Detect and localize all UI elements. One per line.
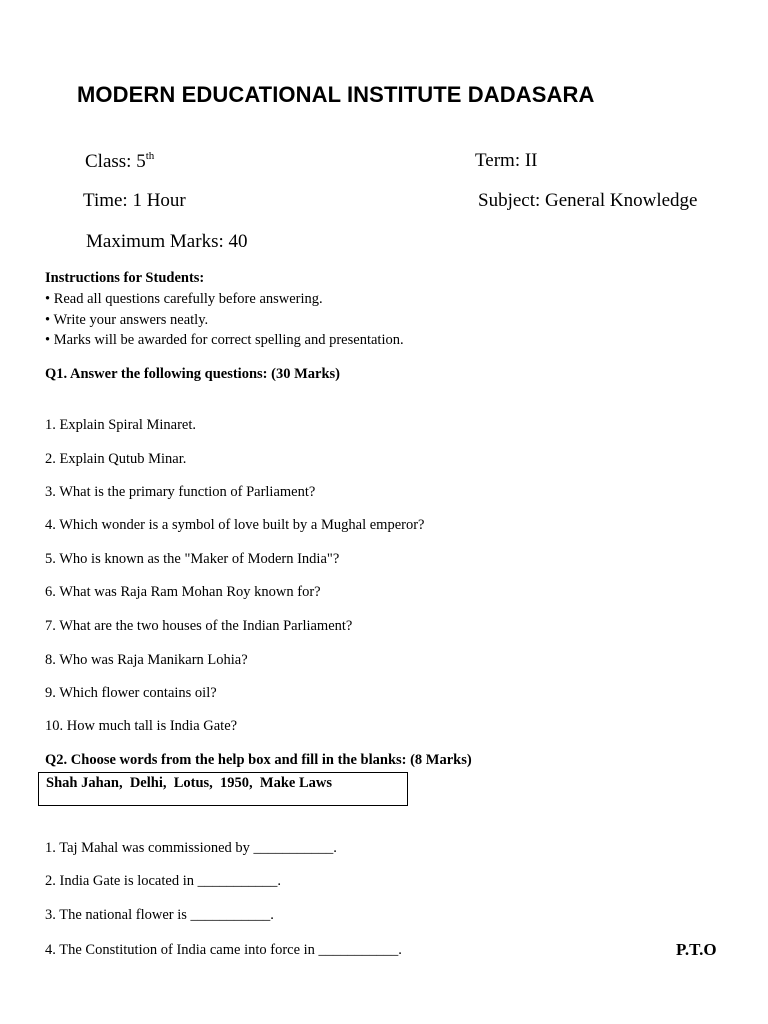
- q1-heading: Q1. Answer the following questions: (30 Marks): [45, 366, 340, 382]
- class-value: Class: 5: [85, 151, 146, 172]
- q1-question: 3. What is the primary function of Parliament?: [45, 484, 316, 500]
- instruction-item: • Read all questions carefully before answering.: [45, 291, 323, 307]
- class-label: [85, 150, 154, 173]
- instructions-heading: Instructions for Students:: [45, 270, 205, 286]
- time-label: Time: 1 Hour: [83, 190, 186, 211]
- q1-question: 5. Who is known as the "Maker of Modern India"?: [45, 551, 340, 567]
- q2-question: 4. The Constitution of India came into force in ___________.: [45, 942, 402, 958]
- q2-question: 3. The national flower is ___________.: [45, 907, 274, 923]
- q1-question: 2. Explain Qutub Minar.: [45, 451, 187, 467]
- institute-title: MODERN EDUCATIONAL INSTITUTE DADASARA: [77, 82, 595, 107]
- q1-question: 6. What was Raja Ram Mohan Roy known for?: [45, 584, 321, 600]
- q2-question: 2. India Gate is located in ___________.: [45, 873, 281, 889]
- instruction-item: • Write your answers neatly.: [45, 312, 209, 328]
- instruction-item: • Marks will be awarded for correct spelling and presentation.: [45, 332, 404, 348]
- q2-heading: Q2. Choose words from the help box and fill in the blanks: (8 Marks): [45, 752, 472, 768]
- class-superscript: th: [145, 150, 155, 162]
- q1-question: 7. What are the two houses of the Indian Parliament?: [45, 618, 353, 634]
- pto-label: P.T.O: [676, 940, 717, 959]
- q2-question: 1. Taj Mahal was commissioned by ___________.: [45, 840, 337, 856]
- q1-question: 10. How much tall is India Gate?: [45, 718, 238, 734]
- q1-question: 4. Which wonder is a symbol of love built by a Mughal emperor?: [45, 517, 425, 533]
- help-box: Shah Jahan, Delhi, Lotus, 1950, Make Laws: [38, 772, 408, 806]
- q1-question: 8. Who was Raja Manikarn Lohia?: [45, 652, 248, 668]
- max-marks-label: Maximum Marks: 40: [86, 231, 248, 252]
- term-label: Term: II: [475, 150, 538, 171]
- q1-question: 9. Which flower contains oil?: [45, 685, 217, 701]
- q1-question: 1. Explain Spiral Minaret.: [45, 417, 197, 433]
- subject-label: Subject: General Knowledge: [478, 190, 698, 211]
